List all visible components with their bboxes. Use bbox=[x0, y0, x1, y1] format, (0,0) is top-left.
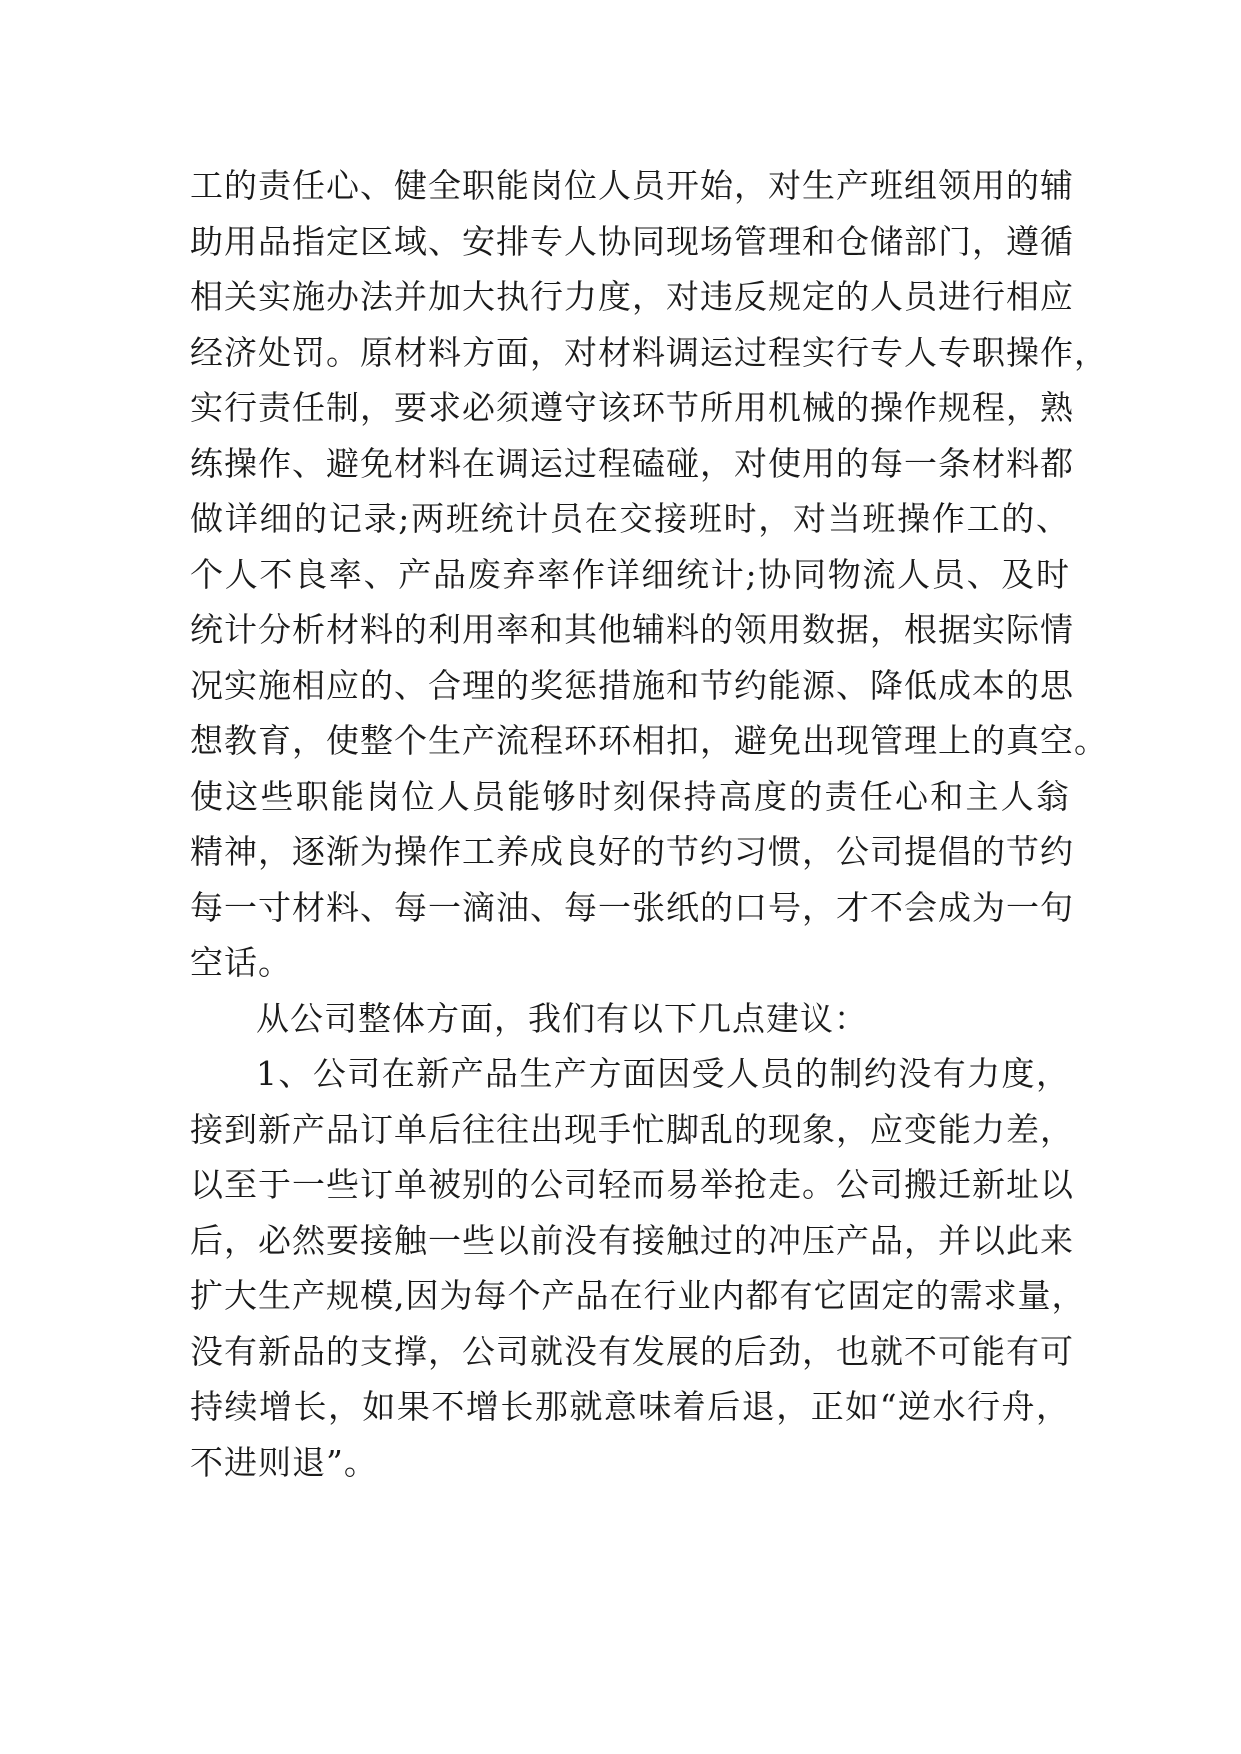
text-line: 做详细的记录;两班统计员在交接班时，对当班操作工的、 bbox=[190, 499, 1070, 538]
paragraph bbox=[190, 991, 1070, 1047]
text-line: 助用品指定区域、安排专人协同现场管理和仓储部门，遵循 bbox=[190, 221, 1074, 261]
text-line: 没有新品的支撑，公司就没有发展的后劲，也就不可能有可 bbox=[190, 1331, 1074, 1371]
text-line: 扩大生产规模,因为每个产品在行业内都有它固定的需求量， bbox=[190, 1276, 1086, 1315]
paragraph bbox=[190, 1046, 1086, 1490]
text-line: 想教育，使整个生产流程环环相扣，避免出现管理上的真空。 bbox=[190, 721, 1108, 760]
text-line: 空话。 bbox=[190, 943, 292, 982]
paragraph bbox=[190, 158, 1108, 991]
text-line: 后，必然要接触一些以前没有接触过的冲压产品，并以此来 bbox=[190, 1220, 1074, 1260]
text-line: 统计分析材料的利用率和其他辅料的领用数据，根据实际情 bbox=[190, 610, 1074, 649]
text-line: 以至于一些订单被别的公司轻而易举抢走。公司搬迁新址以 bbox=[190, 1165, 1074, 1204]
text-line: 接到新产品订单后往往出现手忙脚乱的现象，应变能力差， bbox=[190, 1109, 1074, 1149]
text-line: 1、公司在新产品生产方面因受人员的制约没有力度， bbox=[256, 1054, 1070, 1093]
text-line: 从公司整体方面，我们有以下几点建议： bbox=[256, 998, 868, 1038]
text-line: 每一寸材料、每一滴油、每一张纸的口号，才不会成为一句 bbox=[190, 887, 1074, 927]
text-line: 持续增长，如果不增长那就意味着后退，正如“逆水行舟， bbox=[190, 1387, 1070, 1426]
document-body bbox=[190, 158, 1108, 1490]
text-line: 练操作、避免材料在调运过程磕碰，对使用的每一条材料都 bbox=[190, 443, 1074, 483]
text-line: 相关实施办法并加大执行力度，对违反规定的人员进行相应 bbox=[190, 277, 1074, 316]
text-line: 精神，逐渐为操作工养成良好的节约习惯，公司提倡的节约 bbox=[190, 832, 1074, 871]
text-line: 经济处罚。原材料方面，对材料调运过程实行专人专职操作， bbox=[190, 332, 1108, 372]
text-line: 使这些职能岗位人员能够时刻保持高度的责任心和主人翁 bbox=[190, 776, 1070, 816]
text-line: 不进则退”。 bbox=[190, 1442, 378, 1482]
text-line: 个人不良率、产品废弃率作详细统计;协同物流人员、及时 bbox=[190, 554, 1070, 594]
text-line: 况实施相应的、合理的奖惩措施和节约能源、降低成本的思 bbox=[190, 665, 1074, 705]
text-line: 实行责任制，要求必须遵守该环节所用机械的操作规程，熟 bbox=[190, 388, 1074, 427]
text-line: 工的责任心、健全职能岗位人员开始，对生产班组领用的辅 bbox=[190, 166, 1074, 205]
